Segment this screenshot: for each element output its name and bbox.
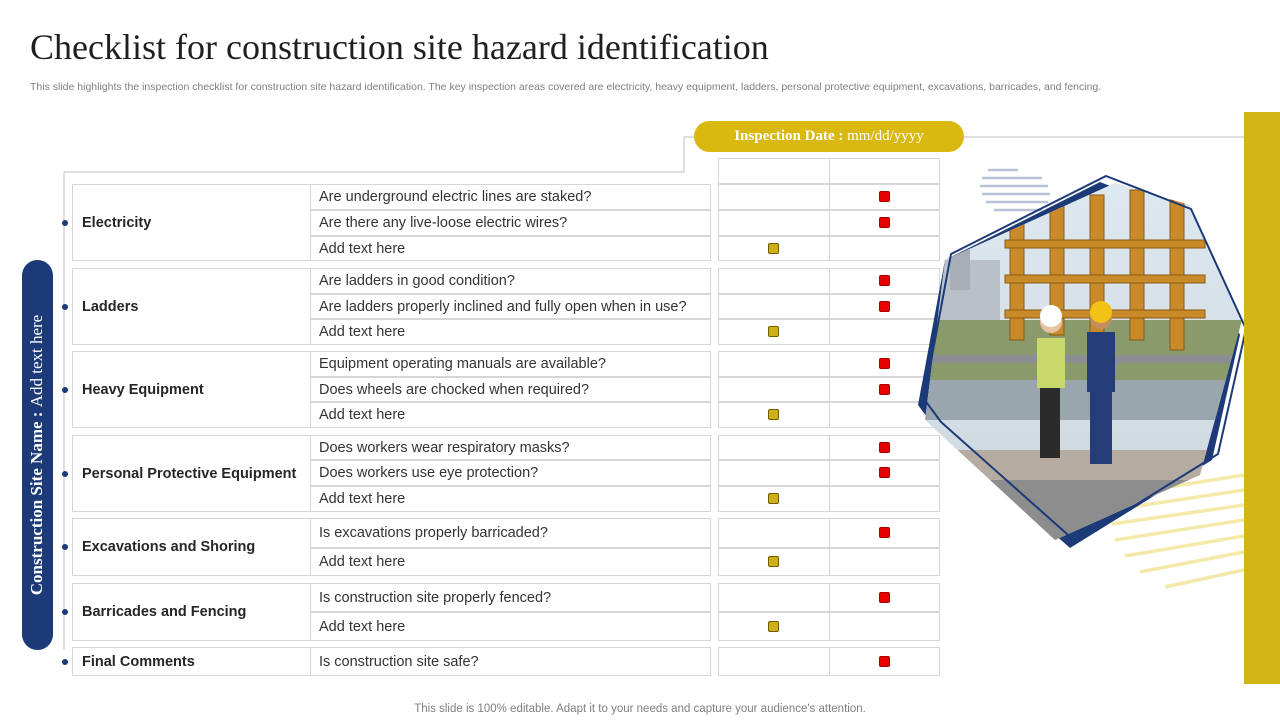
inspection-date-pill[interactable] bbox=[694, 121, 964, 152]
question-cell[interactable]: Does workers use eye protection? bbox=[310, 460, 711, 486]
yes-checkbox-icon[interactable] bbox=[768, 409, 779, 420]
no-checkbox-icon[interactable] bbox=[879, 301, 890, 312]
no-checkbox-icon[interactable] bbox=[879, 358, 890, 369]
no-checkbox-icon[interactable] bbox=[879, 275, 890, 286]
yes-header-cell bbox=[718, 158, 830, 184]
category-bullet bbox=[62, 471, 68, 477]
category-cell: Electricity bbox=[72, 184, 311, 261]
question-cell[interactable]: Add text here bbox=[310, 486, 711, 512]
category-bullet bbox=[62, 659, 68, 665]
inspection-date-value: mm/dd/yyyy bbox=[847, 128, 924, 144]
category-cell: Personal Protective Equipment bbox=[72, 435, 311, 512]
yes-cell[interactable] bbox=[718, 294, 830, 319]
site-name-value: Add text here bbox=[27, 314, 46, 408]
question-cell[interactable]: Does wheels are chocked when required? bbox=[310, 377, 711, 402]
question-cell[interactable]: Add text here bbox=[310, 236, 711, 261]
no-checkbox-icon[interactable] bbox=[879, 467, 890, 478]
category-bullet bbox=[62, 220, 68, 226]
yes-checkbox-icon[interactable] bbox=[768, 621, 779, 632]
site-name-text bbox=[27, 315, 47, 595]
question-cell[interactable]: Are ladders properly inclined and fully open when in use? bbox=[310, 294, 711, 319]
category-cell: Ladders bbox=[72, 268, 311, 345]
yes-cell[interactable] bbox=[718, 647, 830, 676]
category-cell: Barricades and Fencing bbox=[72, 583, 311, 641]
question-cell[interactable]: Are ladders in good condition? bbox=[310, 268, 711, 294]
no-checkbox-icon[interactable] bbox=[879, 592, 890, 603]
category-bullet bbox=[62, 387, 68, 393]
question-cell[interactable]: Equipment operating manuals are available? bbox=[310, 351, 711, 377]
question-cell[interactable]: Add text here bbox=[310, 548, 711, 576]
no-checkbox-icon[interactable] bbox=[879, 191, 890, 202]
yes-cell[interactable] bbox=[718, 351, 830, 377]
no-checkbox-icon[interactable] bbox=[879, 656, 890, 667]
no-checkbox-icon[interactable] bbox=[879, 442, 890, 453]
category-cell: Excavations and Shoring bbox=[72, 518, 311, 576]
yes-checkbox-icon[interactable] bbox=[768, 243, 779, 254]
yes-cell[interactable] bbox=[718, 518, 830, 548]
question-cell[interactable]: Add text here bbox=[310, 402, 711, 428]
no-checkbox-icon[interactable] bbox=[879, 527, 890, 538]
question-cell[interactable]: Add text here bbox=[310, 612, 711, 641]
yes-checkbox-icon[interactable] bbox=[768, 326, 779, 337]
question-cell[interactable]: Is excavations properly barricaded? bbox=[310, 518, 711, 548]
question-cell[interactable]: Is construction site safe? bbox=[310, 647, 711, 676]
category-bullet bbox=[62, 544, 68, 550]
yes-cell[interactable] bbox=[718, 210, 830, 236]
category-bullet bbox=[62, 609, 68, 615]
yes-checkbox-icon[interactable] bbox=[768, 493, 779, 504]
yes-cell[interactable] bbox=[718, 268, 830, 294]
no-checkbox-icon[interactable] bbox=[879, 217, 890, 228]
yes-cell[interactable] bbox=[718, 377, 830, 402]
page-title: Checklist for construction site hazard identification bbox=[30, 27, 769, 67]
question-cell[interactable]: Is construction site properly fenced? bbox=[310, 583, 711, 612]
no-checkbox-icon[interactable] bbox=[879, 384, 890, 395]
category-bullet bbox=[62, 304, 68, 310]
yes-cell[interactable] bbox=[718, 184, 830, 210]
question-cell[interactable]: Are underground electric lines are staked? bbox=[310, 184, 711, 210]
yes-checkbox-icon[interactable] bbox=[768, 556, 779, 567]
question-cell[interactable]: Add text here bbox=[310, 319, 711, 345]
yes-cell[interactable] bbox=[718, 583, 830, 612]
page-subtitle: This slide highlights the inspection checklist for construction site hazard identification. The key inspection areas covered are electricity, heavy equipment, ladders, personal protective equipment, excavations, barricades, and fencing. bbox=[30, 81, 1102, 93]
photo-decoration bbox=[900, 160, 1244, 600]
yes-cell[interactable] bbox=[718, 460, 830, 486]
category-cell: Final Comments bbox=[72, 647, 311, 676]
no-cell[interactable] bbox=[829, 612, 940, 641]
inspection-date-label: Inspection Date : bbox=[734, 128, 844, 144]
yes-cell[interactable] bbox=[718, 435, 830, 460]
category-cell: Heavy Equipment bbox=[72, 351, 311, 428]
site-name-label: Construction Site Name : bbox=[27, 411, 46, 596]
footer-note: This slide is 100% editable. Adapt it to your needs and capture your audience's attention. bbox=[414, 703, 866, 715]
question-cell[interactable]: Does workers wear respiratory masks? bbox=[310, 435, 711, 460]
question-cell[interactable]: Are there any live-loose electric wires? bbox=[310, 210, 711, 236]
